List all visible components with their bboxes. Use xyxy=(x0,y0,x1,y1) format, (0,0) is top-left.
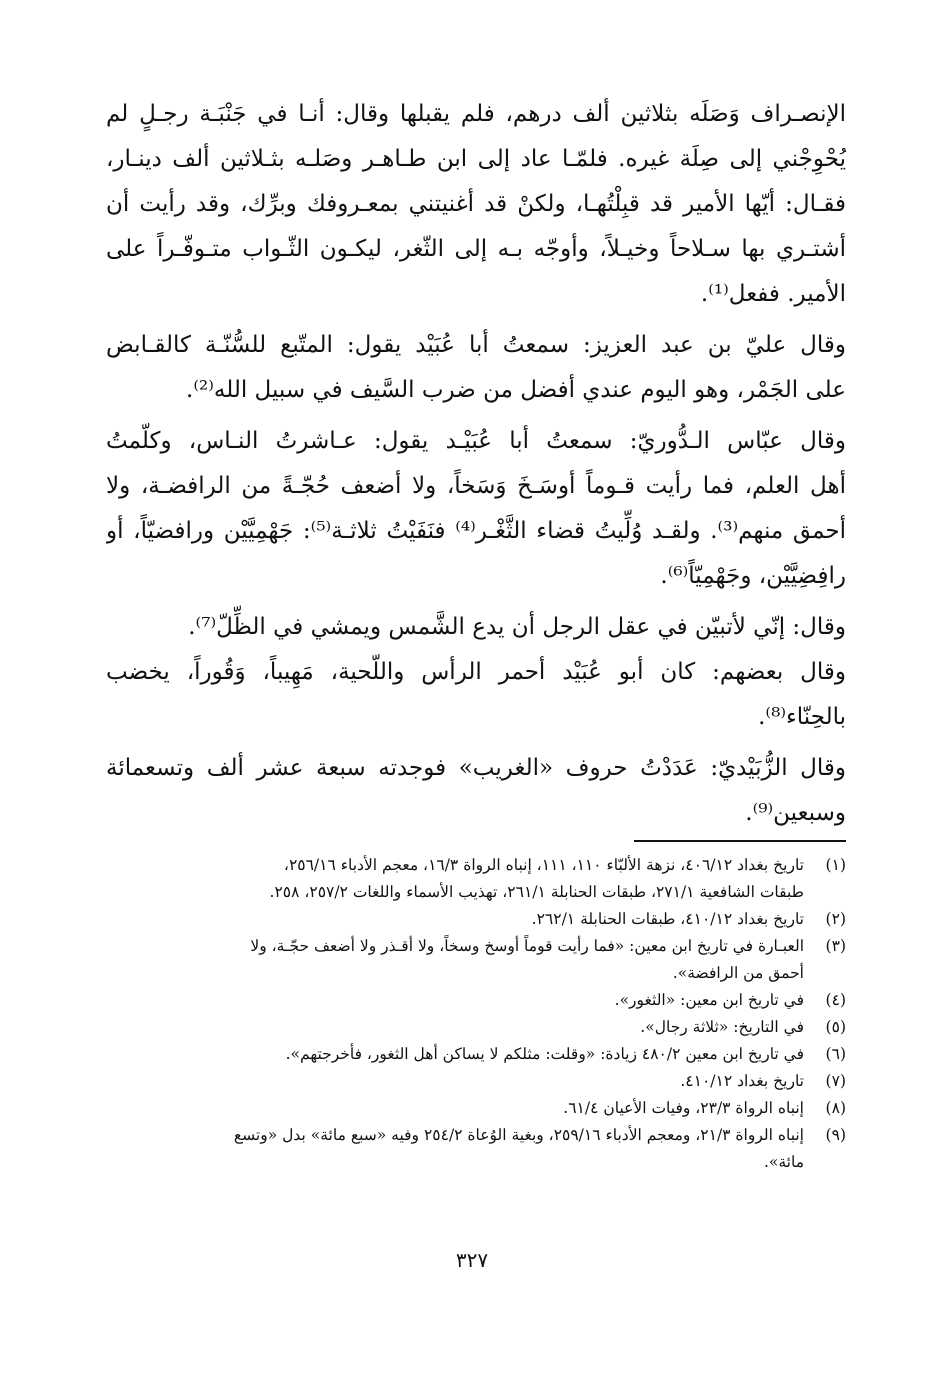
footnote-6 xyxy=(106,1041,846,1068)
footnote-4 xyxy=(106,987,846,1014)
footnote-line: طبقات الشافعية ٢٧١/١، طبقات الحنابلة ٢٦١/١، تهذيب الأسماء واللغات ٢٥٧/٢، ٢٥٨. xyxy=(269,883,804,901)
text-line: الأمير. ففعل⁽¹⁾. xyxy=(700,281,846,307)
text-line: أهل العلم، فما رأيت قـوماً أوسَـخَ وَسَخاً، ولا أضعف حُجّـةً من الرافضـة، ولا xyxy=(106,473,846,499)
footnote-line: إنباه الرواة ٢٣/٣، وفيات الأعيان ٦١/٤. xyxy=(563,1099,804,1117)
text-line: وقال: إنّي لأتبيّن في عقل الرجل أن يدع الشَّمس ويمشي في الظِّلّ⁽⁷⁾. xyxy=(188,614,846,640)
text-line: وقال الزُّبَيْديّ: عَدَدْتُ حروف «الغريب» فوجدته سبعة عشر ألف وتسعمائة xyxy=(106,755,846,781)
footnote-line: العبـارة في تاريخ ابن معين: «فما رأيت قوماً أوسخ وسخاً، ولا أقـذر ولا أضعف حجّـة، ولا xyxy=(250,937,804,955)
footnote-number: (٨) xyxy=(825,1099,846,1117)
text-line: يُحْوِجْني إلى صِلَة غيره. فلمّـا عاد إلى ابن طـاهـر وصَلـه بثـلاثين ألف دينـار، xyxy=(106,146,846,172)
text-line: أشتـري بها سـلاحاً وخيـلاً، وأوجّه بـه إلى الثّغر، ليكـون الثّـواب متـوفّـراً على xyxy=(106,236,846,262)
footnote-line: إنباه الرواة ٢١/٣، ومعجم الأدباء ٢٥٩/١٦، وبغية الوُعاة ٢٥٤/٢ وفيه «سبع مائة» بدل «وتسع xyxy=(233,1126,804,1144)
text-line: على الجَمْر، وهو اليوم عندي أفضل من ضرب السَّيف في سبيل الله⁽²⁾. xyxy=(186,377,846,403)
text-line: الإنصـراف وَصَلَه بثلاثين ألف درهم، فلم يقبلها وقال: أنـا في جَنْبَـة رجـلٍ لم xyxy=(106,101,846,127)
footnote-line: تاريخ بغداد ٤١٠/١٢، طبقات الحنابلة ٢٦٢/١. xyxy=(531,910,804,928)
footnote-5 xyxy=(106,1014,846,1041)
footnote-number: (٩) xyxy=(825,1126,846,1144)
text-line: وسبعين⁽⁹⁾. xyxy=(745,800,846,826)
text-line: بالحِنّاء⁽⁸⁾. xyxy=(758,704,846,730)
footnote-8 xyxy=(106,1095,846,1122)
text-line: وقال بعضهم: كان أبو عُبَيْد أحمر الرأس واللّحية، مَهِيباً، وَقُوراً، يخضب xyxy=(106,659,846,685)
footnote-1 xyxy=(106,852,846,906)
paragraph-2 xyxy=(106,323,846,413)
paragraph-3 xyxy=(106,419,846,599)
footnote-line: أحمق من الرافضة». xyxy=(672,964,804,982)
footnote-number: (٣) xyxy=(825,937,846,955)
footnote-number: (٦) xyxy=(825,1045,846,1063)
text-line: أحمق منهم⁽³⁾. ولقـد وُلِّيتُ قضاء الثَّغْـر⁽⁴⁾ فنَفَيْتُ ثلاثـة⁽⁵⁾: جَهْمِيَّيْن ورافضيّاً، أو xyxy=(106,518,846,544)
main-text xyxy=(106,92,846,842)
paragraph-4 xyxy=(106,605,846,740)
footnote-line: في تاريخ ابن معين: «الثغور». xyxy=(614,991,804,1009)
footnote-number: (١) xyxy=(825,856,846,874)
footnote-2 xyxy=(106,906,846,933)
footnote-line: تاريخ بغداد ٤١٠/١٢. xyxy=(680,1072,804,1090)
page-number: ٣٢٧ xyxy=(455,1248,489,1272)
footnote-line: في تاريخ ابن معين ٤٨٠/٢ زيادة: «وقلت: مثلكم لا يساكن أهل الثغور، فأخرجتهم». xyxy=(285,1045,804,1063)
footnote-number: (٤) xyxy=(825,991,846,1009)
footnote-number: (٧) xyxy=(825,1072,846,1090)
footnote-3 xyxy=(106,933,846,987)
footnote-line: تاريخ بغداد ٤٠٦/١٢، نزهة الألبّاء ١١٠، ١١١، إنباه الرواة ١٦/٣، معجم الأدباء ٢٥٦/١٦، xyxy=(283,856,804,874)
footnote-line: مائة». xyxy=(763,1153,804,1171)
footnote-line: في التاريخ: «ثلاثة رجال». xyxy=(640,1018,804,1036)
footnote-number: (٢) xyxy=(825,910,846,928)
text-line: رافِضِيَّيْن، وجَهْمِيّاً⁽⁶⁾. xyxy=(660,563,846,589)
text-line: وقال عليّ بن عبد العزيز: سمعتُ أبا عُبَيْد يقول: المتّبع للسُّنّـة كالقـابض xyxy=(106,332,846,358)
text-line: وقال عبّاس الـدُّوريّ: سمعتُ أبا عُبَيْـد يقول: عـاشرتُ النـاس، وكلّمتُ xyxy=(106,428,846,454)
footnote-separator xyxy=(634,840,846,842)
paragraph-5 xyxy=(106,746,846,836)
text-line: فقـال: أيّها الأمير قد قبِلْتُهـا، ولكنْ قد أغنيتني بمعـروفك وبرِّك، وقد رأيت أن xyxy=(106,191,846,217)
footnote-number: (٥) xyxy=(825,1018,846,1036)
footnote-7 xyxy=(106,1068,846,1095)
footnotes xyxy=(106,852,846,1176)
paragraph-1 xyxy=(106,92,846,317)
footnote-9 xyxy=(106,1122,846,1176)
